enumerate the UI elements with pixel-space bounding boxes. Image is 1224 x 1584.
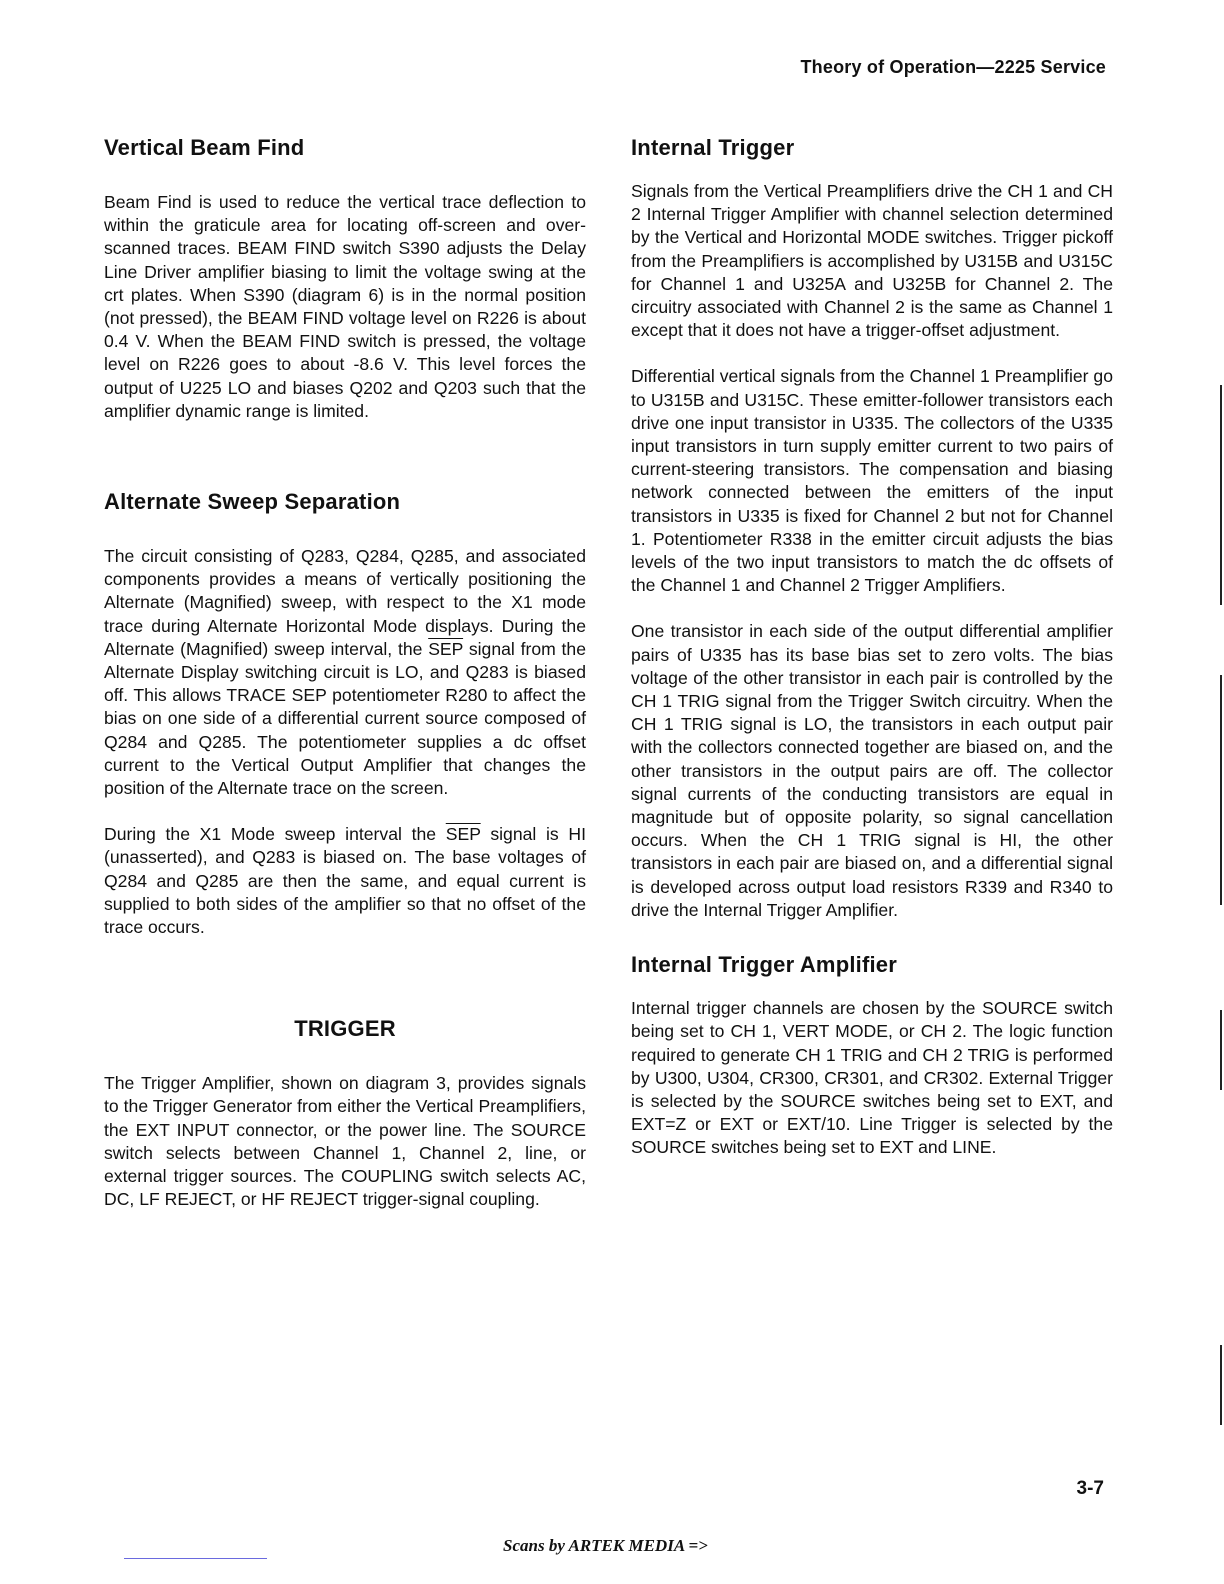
scan-edge-mark — [1220, 1010, 1222, 1090]
paragraph-alternate-sweep-2-end: signal is HI (unasserted), and Q283 is biased on. The base voltages of Q284 and Q285 are then the same, and equal current is supplied to both sides of the amplifier so that no offset of the trace occurs. — [104, 824, 587, 938]
left-column — [104, 135, 586, 1212]
paragraph-internal-trigger-amplifier: Internal trigger channels are chosen by the SOURCE switch being set to CH 1, VERT MODE, or CH 2. The logic function required to generate CH 1 TRIG and CH 2 TRIG is performed by U300, U304, CR300, CR301, and CR302. External Trigger is selected by the SOURCE switches being set to EXT, and EXT=Z or EXT or EXT/10. Line Trigger is selected by the SOURCE switches being set to EXT and LINE. — [631, 998, 1113, 1158]
paragraph-alternate-sweep-1-end: signal from the Alternate Display switching circuit is LO, and Q283 is biased off. This allows TRACE SEP potentiometer R280 to affect the bias on one side of a differential current source composed of Q284 and Q285. The potentiometer supplies a dc offset current to the Vertical Output Amplifier that changes the position of the Alternate trace on the screen. — [104, 638, 586, 799]
paragraph-internal-trigger-2: Differential vertical signals from the Channel 1 Preamplifier go to U315B and U315C. These emitter-follower transistors each drive one input transistor in U335. The collectors of the U335 input transistors in turn supply emitter current to two pairs of current-steering transistors. The compensation and biasing network connected between the emitters of the input transistors in U335 is fixed for Channel 2 but not for Channel 1. Potentiometer R338 in the emitter circuit adjusts the bias levels of the two input transistors to match the dc offsets of the Channel 1 and Channel 2 Trigger Amplifiers. — [631, 366, 1113, 596]
scan-edge-mark — [1220, 675, 1222, 905]
section-vertical-beam-find — [104, 135, 586, 423]
sep-signal-label: $\overline{SEP}$ — [428, 638, 464, 659]
paragraph-trigger: The Trigger Amplifier, shown on diagram 3, provides signals to the Trigger Generator from either the Vertical Preamplifiers, the EXT INPUT connector, or the power line. The SOURCE switch selects between Channel 1, Channel 2, line, or external trigger sources. The COUPLING switch selects AC, DC, LF REJECT, or HF REJECT trigger-signal coupling. — [104, 1073, 586, 1210]
heading-trigger: TRIGGER — [294, 1016, 396, 1042]
scan-credit: Scans by ARTEK MEDIA => — [503, 1536, 708, 1555]
sep-signal-label: $\overline{SEP}$ — [445, 824, 481, 845]
paragraph-alternate-sweep-1-start: The circuit consisting of Q283, Q284, Q285, and associated components provides a means of vertically positioning the Alternate (Magnified) sweep, with respect to the X1 mode trace during Alternate Horizontal Mode displays. During the Alternate (Magnified) sweep interval, the — [104, 546, 586, 659]
paragraph-beam-find: Beam Find is used to reduce the vertical trace deflection to within the graticule area for locating off-screen and over-scanned traces. BEAM FIND switch S390 adjusts the Delay Line Driver amplifier biasing to limit the voltage swing at the crt plates. When S390 (diagram 6) is in the normal position (not pressed), the BEAM FIND voltage level on R226 is about 0.4 V. When the BEAM FIND switch is pressed, the voltage level on R226 goes to about -8.6 V. This level forces the output of U225 LO and biases Q202 and Q203 such that the amplifier dynamic range is limited. — [104, 192, 586, 421]
page-number: 3-7 — [1076, 1478, 1104, 1499]
scan-edge-mark — [1220, 1345, 1222, 1425]
paragraph-alternate-sweep-2 — [104, 823, 586, 939]
running-head: Theory of Operation—2225 Service — [800, 57, 1106, 77]
section-trigger — [104, 1016, 586, 1211]
heading-vertical-beam-find: Vertical Beam Find — [104, 135, 305, 160]
paragraph-internal-trigger-3: One transistor in each side of the output differential amplifier pairs of U335 has its base bias set to zero volts. The bias voltage of the other transistor in each pair is controlled by the CH 1 TRIG signal from the Trigger Switch circuitry. When the CH 1 TRIG signal is LO, the transistors in each output pair with the collectors connected together are biased on, and the other transistors in the output pairs are off. The collector signal currents of the conducting transistors are equal in magnitude but of opposite polarity, so signal cancellation occurs. When the CH 1 TRIG signal is HI, the other transistors in each pair are biased on, and a differential signal is developed across output load resistors R339 and R340 to drive the Internal Trigger Amplifier. — [631, 621, 1113, 920]
paragraph-internal-trigger-1: Signals from the Vertical Preamplifiers drive the CH 1 and CH 2 Internal Trigger Amplifier with channel selection determined by the Vertical and Horizontal MODE switches. Trigger pickoff from the Preamplifiers is accomplished by U315B and U315C for Channel 1 and U325A and U325B for Channel 2. The circuitry associated with Channel 2 is the same as Channel 1 except that it does not have a trigger-offset adjustment. — [631, 181, 1113, 341]
paragraph-alternate-sweep-2-start: During the X1 Mode sweep interval the — [104, 824, 446, 845]
section-internal-trigger — [631, 135, 1113, 922]
paragraph-alternate-sweep-1 — [104, 545, 586, 800]
section-alternate-sweep-separation — [104, 489, 586, 939]
scan-edge-mark — [1220, 385, 1222, 605]
section-internal-trigger-amplifier — [631, 952, 1113, 1159]
heading-alternate-sweep-separation: Alternate Sweep Separation — [104, 489, 401, 515]
heading-internal-trigger-amplifier: Internal Trigger Amplifier — [631, 952, 897, 978]
right-column — [631, 135, 1113, 1160]
footer-rule — [124, 1558, 267, 1559]
heading-internal-trigger: Internal Trigger — [631, 135, 795, 160]
